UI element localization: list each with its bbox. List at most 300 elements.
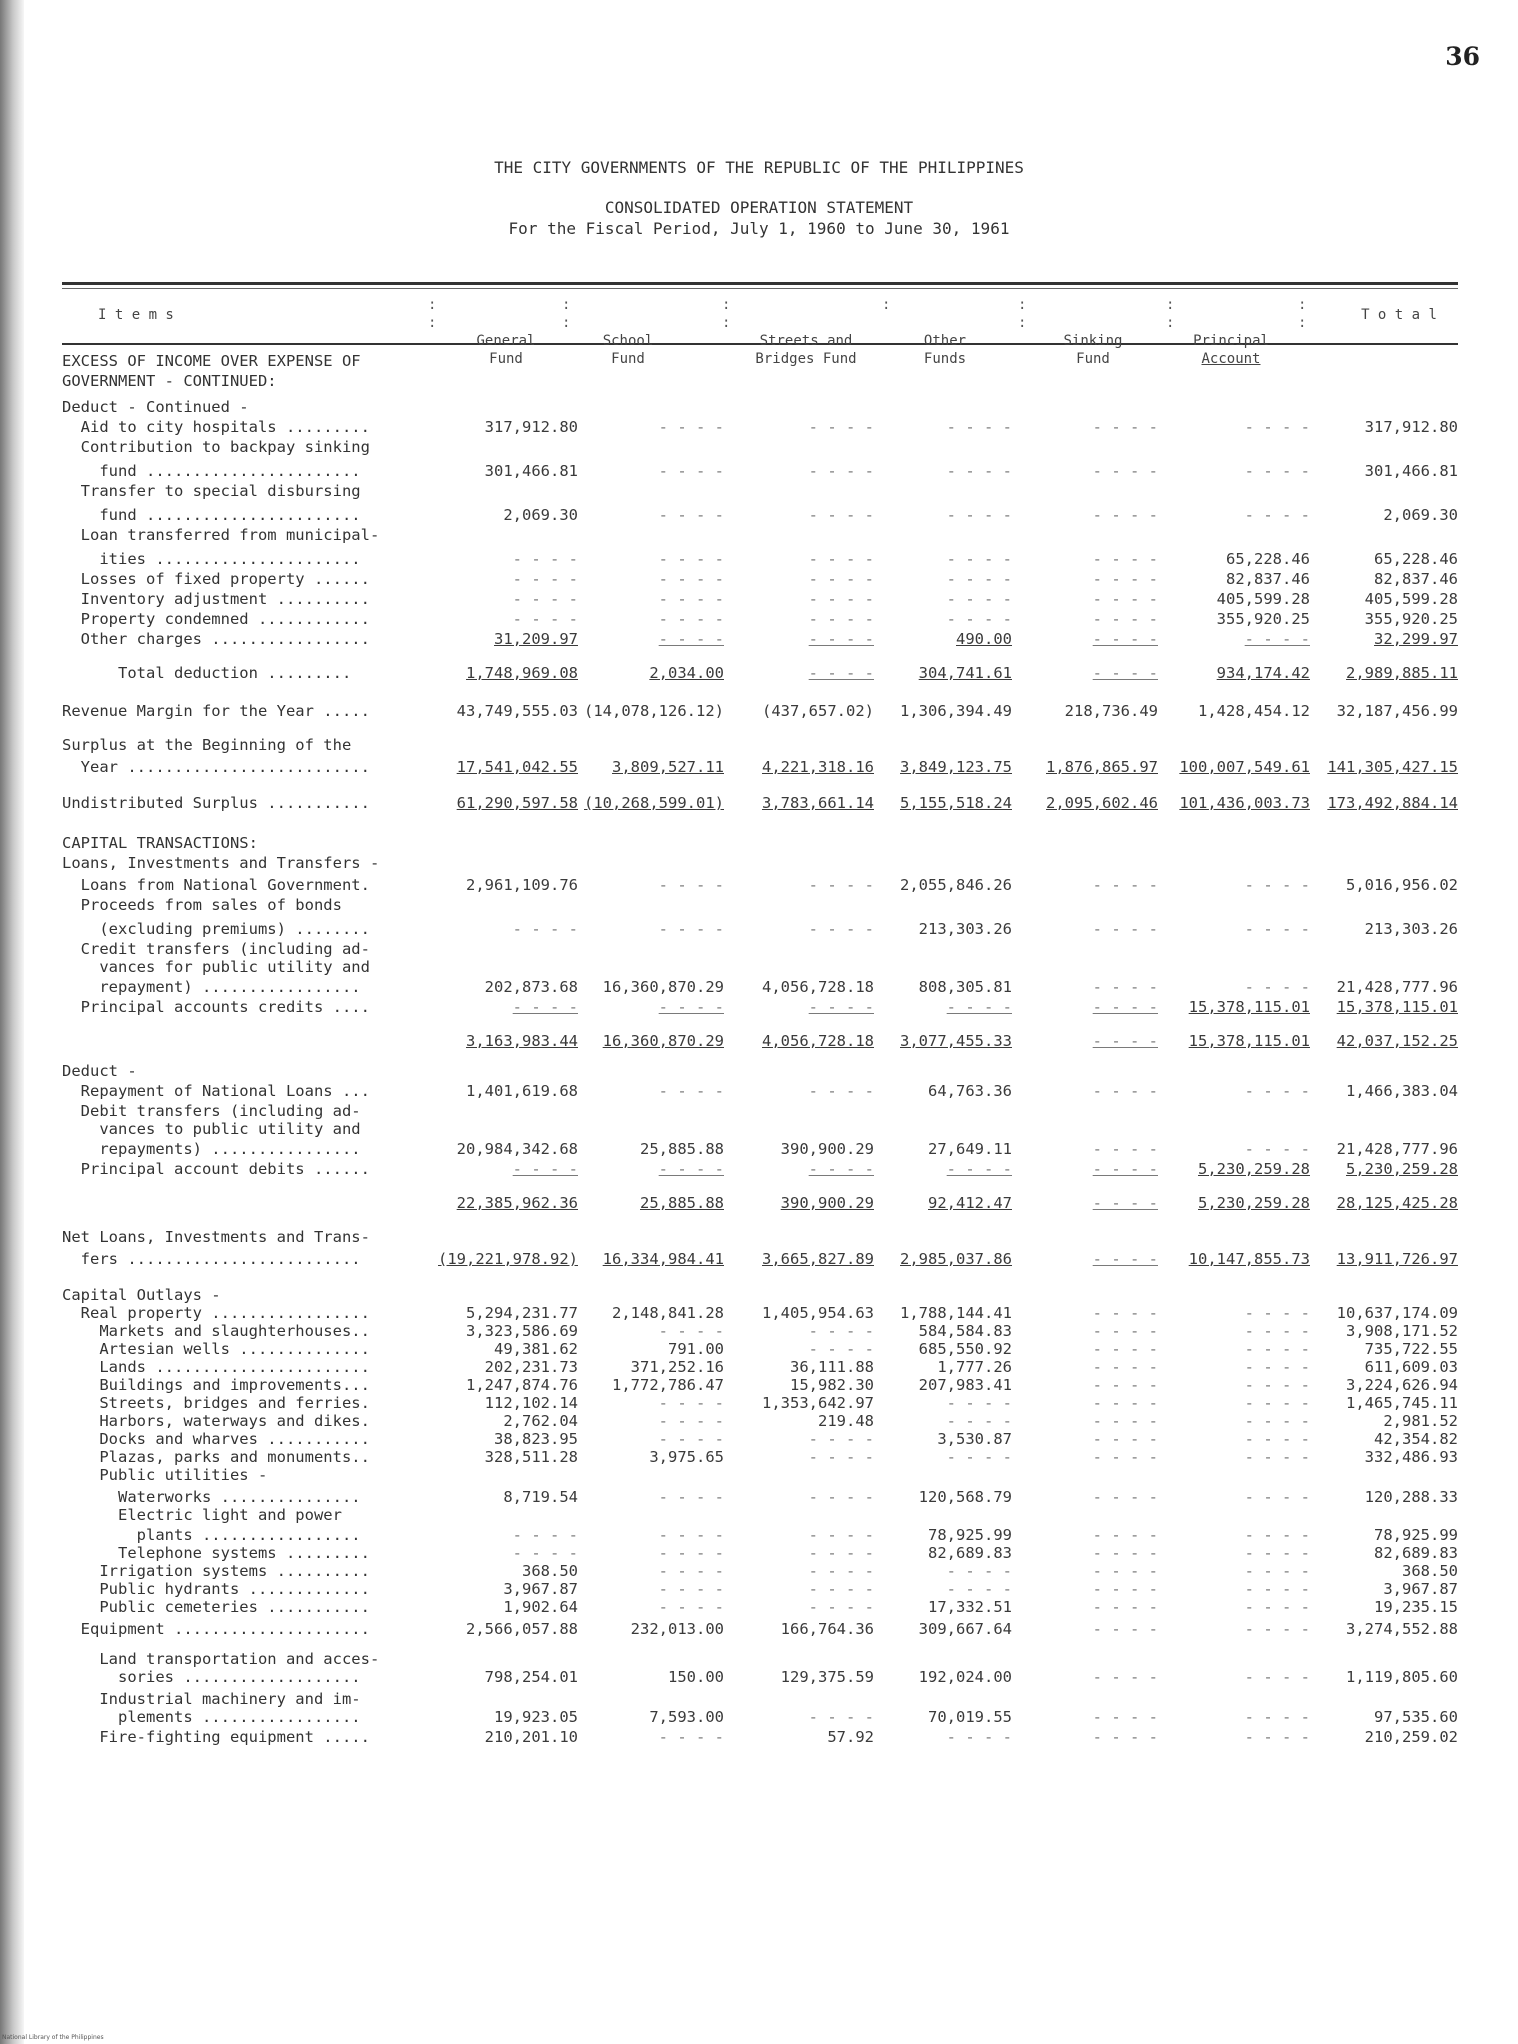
row-value: - - - - [1244,1082,1310,1100]
row-value: 611,609.03 [1364,1358,1458,1376]
row-value: - - - - [658,1430,724,1448]
row-value: - - - - [1244,1340,1310,1358]
row-value: 3,323,586.69 [466,1322,578,1340]
row-value: 213,303.26 [1364,920,1458,938]
row-label: Fire-fighting equipment ..... [62,1728,370,1746]
row-label: fers ......................... [62,1250,361,1268]
report-title: THE CITY GOVERNMENTS OF THE REPUBLIC OF THE PHILIPPINES [494,158,1024,177]
row-label: Electric light and power [62,1506,342,1524]
row-value: 1,465,745.11 [1346,1394,1458,1412]
row-value: 309,667.64 [918,1620,1012,1638]
row-label: Buildings and improvements... [62,1376,370,1394]
row-value: - - - - [1244,1322,1310,1340]
row-value: 32,187,456.99 [1336,702,1458,720]
row-value: 129,375.59 [780,1668,874,1686]
row-value: - - - - [1092,1394,1158,1412]
row-value: 2,989,885.11 [1346,664,1458,682]
page-number: 36 [1445,42,1480,71]
row-value: - - - - [946,570,1012,588]
row-value: 1,428,454.12 [1198,702,1310,720]
row-value: - - - - [1244,1526,1310,1544]
row-value: 3,908,171.52 [1346,1322,1458,1340]
row-value: - - - - [1092,630,1158,648]
row-value: - - - - [658,1412,724,1430]
row-value: - - - - [658,1598,724,1616]
row-value: - - - - [1244,1140,1310,1158]
row-label: Lands ....................... [62,1358,370,1376]
row-label: Surplus at the Beginning of the [62,736,352,754]
row-value: - - - - [658,1394,724,1412]
row-value: - - - - [1092,1082,1158,1100]
row-value: 1,353,642.97 [762,1394,874,1412]
row-value: - - - - [1092,1032,1158,1050]
row-value: - - - - [1244,1488,1310,1506]
row-value: - - - - [808,1340,874,1358]
col-separator: : : [1018,297,1027,331]
row-value: 31,209.97 [494,630,578,648]
row-value: 21,428,777.96 [1336,978,1458,996]
row-value: - - - - [946,1728,1012,1746]
row-value: 82,837.46 [1226,570,1310,588]
row-value: - - - - [658,462,724,480]
row-value: - - - - [658,1488,724,1506]
row-value: 8,719.54 [503,1488,578,1506]
row-value: - - - - [1092,1140,1158,1158]
row-value: 4,056,728.18 [762,978,874,996]
row-value: - - - - [1092,664,1158,682]
row-value: 2,985,037.86 [900,1250,1012,1268]
row-label: Property condemned ............ [62,610,370,628]
row-value: 5,016,956.02 [1346,876,1458,894]
row-value: - - - - [658,1728,724,1746]
row-value: 3,530.87 [937,1430,1012,1448]
row-value: 3,783,661.14 [762,794,874,812]
row-value: - - - - [512,1544,578,1562]
row-label: Streets, bridges and ferries. [62,1394,370,1412]
row-value: 112,102.14 [484,1394,578,1412]
row-label: CAPITAL TRANSACTIONS: [62,834,258,852]
row-value: 371,252.16 [630,1358,724,1376]
row-value: 43,749,555.03 [456,702,578,720]
row-value: - - - - [808,1544,874,1562]
row-value: 390,900.29 [780,1140,874,1158]
row-value: 3,849,123.75 [900,758,1012,776]
row-value: - - - - [808,590,874,608]
row-value: - - - - [808,876,874,894]
row-value: 5,230,259.28 [1198,1160,1310,1178]
row-value: 1,306,394.49 [900,702,1012,720]
row-value: 49,381.62 [494,1340,578,1358]
row-value: 21,428,777.96 [1336,1140,1458,1158]
row-value: 218,736.49 [1064,702,1158,720]
row-value: - - - - [512,550,578,568]
row-value: - - - - [1244,1728,1310,1746]
row-value: - - - - [658,1322,724,1340]
row-value: 210,259.02 [1364,1728,1458,1746]
row-value: - - - - [946,590,1012,608]
row-value: - - - - [808,664,874,682]
row-value: - - - - [512,610,578,628]
row-label: fund ....................... [62,506,361,524]
row-label: fund ....................... [62,462,361,480]
row-value: - - - - [1092,1322,1158,1340]
row-value: 15,378,115.01 [1188,1032,1310,1050]
row-value: 19,235.15 [1374,1598,1458,1616]
row-value: (14,078,126.12) [584,702,724,720]
row-value: 3,077,455.33 [900,1032,1012,1050]
row-value: - - - - [1244,978,1310,996]
row-value: - - - - [1092,1488,1158,1506]
row-label: Artesian wells .............. [62,1340,370,1358]
row-value: 3,967.87 [1383,1580,1458,1598]
row-value: - - - - [808,1160,874,1178]
row-label: Other charges ................. [62,630,370,648]
row-label: Public hydrants ............. [62,1580,370,1598]
row-label: Industrial machinery and im- [62,1690,361,1708]
row-value: - - - - [808,1526,874,1544]
row-value: 355,920.25 [1364,610,1458,628]
row-value: 19,923.05 [494,1708,578,1726]
row-value: - - - - [808,1082,874,1100]
row-value: 17,541,042.55 [456,758,578,776]
row-label: GOVERNMENT - CONTINUED: [62,372,277,390]
row-value: 166,764.36 [780,1620,874,1638]
row-value: 202,231.73 [484,1358,578,1376]
row-value: - - - - [658,920,724,938]
row-value: - - - - [946,998,1012,1016]
row-value: 120,288.33 [1364,1488,1458,1506]
row-value: 36,111.88 [790,1358,874,1376]
row-value: 2,095,602.46 [1046,794,1158,812]
row-label: Aid to city hospitals ......... [62,418,370,436]
row-label: repayment) ................. [62,978,361,996]
row-value: - - - - [658,630,724,648]
row-value: - - - - [1092,1728,1158,1746]
row-value: 1,401,619.68 [466,1082,578,1100]
row-value: - - - - [1244,920,1310,938]
page-scan-edge [0,0,24,2044]
row-label: Principal accounts credits .... [62,998,370,1016]
row-label: Public cemeteries ........... [62,1598,370,1616]
row-value: 4,221,318.16 [762,758,874,776]
row-value: - - - - [946,1394,1012,1412]
row-value: - - - - [1092,1304,1158,1322]
row-value: - - - - [1092,570,1158,588]
row-value: - - - - [808,610,874,628]
col-total-header: T o t a l [1361,307,1437,323]
row-value: - - - - [1092,1526,1158,1544]
row-value: - - - - [1244,1544,1310,1562]
row-value: - - - - [946,1448,1012,1466]
row-value: - - - - [946,550,1012,568]
row-value: 5,155,518.24 [900,794,1012,812]
row-value: - - - - [1244,462,1310,480]
row-value: 120,568.79 [918,1488,1012,1506]
row-label: plements ................. [62,1708,361,1726]
row-label: Docks and wharves ........... [62,1430,370,1448]
row-value: - - - - [1244,1376,1310,1394]
row-value: 808,305.81 [918,978,1012,996]
row-label: Telephone systems ......... [62,1544,370,1562]
row-label: Total deduction ......... [62,664,352,682]
row-value: 82,837.46 [1374,570,1458,588]
row-value: 3,967.87 [503,1580,578,1598]
row-value: 301,466.81 [1364,462,1458,480]
row-value: 82,689.83 [1374,1544,1458,1562]
row-value: - - - - [1244,506,1310,524]
row-value: 735,722.55 [1364,1340,1458,1358]
row-value: 13,911,726.97 [1336,1250,1458,1268]
col-other-header: Other Funds [923,333,967,367]
row-label: Proceeds from sales of bonds [62,896,342,914]
row-value: 2,069.30 [503,506,578,524]
row-label: Losses of fixed property ...... [62,570,370,588]
row-value: 317,912.80 [1364,418,1458,436]
row-value: - - - - [1244,1668,1310,1686]
row-value: 82,689.83 [928,1544,1012,1562]
row-value: 207,983.41 [918,1376,1012,1394]
row-value: 584,584.83 [918,1322,1012,1340]
row-label: Loans, Investments and Transfers - [62,854,380,872]
row-value: 368.50 [1402,1562,1458,1580]
row-value: - - - - [658,1544,724,1562]
row-label: Transfer to special disbursing [62,482,361,500]
row-value: 232,013.00 [630,1620,724,1638]
row-value: 1,119,805.60 [1346,1668,1458,1686]
row-value: - - - - [946,506,1012,524]
row-value: - - - - [808,920,874,938]
row-value: 25,885.88 [640,1194,724,1212]
row-value: - - - - [1244,1620,1310,1638]
row-value: 192,024.00 [918,1668,1012,1686]
report-period: For the Fiscal Period, July 1, 1960 to June 30, 1961 [508,219,1010,238]
row-value: 28,125,425.28 [1336,1194,1458,1212]
row-value: - - - - [1092,1544,1158,1562]
footer-note: National Library of the Philippines [2,2034,104,2041]
col-separator: : : [1166,297,1175,331]
row-value: 17,332.51 [928,1598,1012,1616]
row-value: - - - - [1092,1194,1158,1212]
row-value: 1,247,874.76 [466,1376,578,1394]
row-value: - - - - [1092,1376,1158,1394]
row-value: (19,221,978.92) [438,1250,578,1268]
row-value: 2,566,057.88 [466,1620,578,1638]
row-value: - - - - [1244,1598,1310,1616]
row-label: sories ................... [62,1668,361,1686]
row-value: 16,360,870.29 [602,1032,724,1050]
row-value: - - - - [658,1580,724,1598]
row-value: - - - - [808,462,874,480]
row-value: - - - - [808,1430,874,1448]
row-value: 3,163,983.44 [466,1032,578,1050]
row-value: - - - - [1092,1708,1158,1726]
row-value: - - - - [1092,1620,1158,1638]
row-value: 405,599.28 [1364,590,1458,608]
row-value: - - - - [946,1580,1012,1598]
row-value: 2,055,846.26 [900,876,1012,894]
row-value: 210,201.10 [484,1728,578,1746]
col-separator: : [882,297,891,313]
row-label: Year .......................... [62,758,370,776]
row-value: - - - - [1092,1668,1158,1686]
row-value: - - - - [808,550,874,568]
row-value: - - - - [1244,1412,1310,1430]
row-value: - - - - [808,418,874,436]
row-label: Inventory adjustment .......... [62,590,370,608]
row-label: Capital Outlays - [62,1286,221,1304]
report-subtitle: CONSOLIDATED OPERATION STATEMENT [604,198,914,217]
row-value: 1,788,144.41 [900,1304,1012,1322]
row-value: - - - - [1092,462,1158,480]
row-label: Irrigation systems .......... [62,1562,370,1580]
row-value: - - - - [1092,1430,1158,1448]
row-value: 65,228.46 [1226,550,1310,568]
row-value: (10,268,599.01) [584,794,724,812]
row-label: Revenue Margin for the Year ..... [62,702,370,720]
col-separator: : : [1298,297,1307,331]
row-value: 61,290,597.58 [456,794,578,812]
row-value: 70,019.55 [928,1708,1012,1726]
row-value: 390,900.29 [780,1194,874,1212]
row-value: 64,763.36 [928,1082,1012,1100]
col-separator: : : [562,297,571,331]
col-streets-header: Streets and Bridges Fund [755,333,857,367]
row-value: 685,550.92 [918,1340,1012,1358]
row-value: - - - - [1244,1708,1310,1726]
row-label: Credit transfers (including ad- [62,940,370,958]
row-value: 42,037,152.25 [1336,1032,1458,1050]
row-value: - - - - [512,998,578,1016]
row-value: - - - - [1244,418,1310,436]
row-label: Deduct - [62,1062,137,1080]
row-label: Harbors, waterways and dikes. [62,1412,370,1430]
row-value: 20,984,342.68 [456,1140,578,1158]
row-value: 2,762.04 [503,1412,578,1430]
row-value: - - - - [1092,1598,1158,1616]
row-value: 78,925.99 [1374,1526,1458,1544]
row-value: - - - - [658,418,724,436]
row-value: - - - - [808,1598,874,1616]
row-value: - - - - [808,1488,874,1506]
row-label: Loan transferred from municipal- [62,526,380,544]
row-value: 3,809,527.11 [612,758,724,776]
row-value: - - - - [1092,978,1158,996]
row-value: 141,305,427.15 [1327,758,1458,776]
row-value: - - - - [946,610,1012,628]
row-value: 25,885.88 [640,1140,724,1158]
row-value: - - - - [1244,1580,1310,1598]
row-value: 4,056,728.18 [762,1032,874,1050]
col-general-header: General Fund [476,333,536,367]
row-value: - - - - [658,610,724,628]
row-value: - - - - [658,570,724,588]
col-items-header: I t e m s [98,307,174,323]
row-value: 10,147,855.73 [1188,1250,1310,1268]
row-label: Undistributed Surplus ........... [62,794,370,812]
row-value: 7,593.00 [649,1708,724,1726]
row-value: - - - - [658,876,724,894]
row-value: - - - - [1092,506,1158,524]
col-sinking-header: Sinking Fund [1063,333,1123,367]
row-value: - - - - [1092,1358,1158,1376]
row-value: - - - - [1244,876,1310,894]
row-value: 10,637,174.09 [1336,1304,1458,1322]
row-label: EXCESS OF INCOME OVER EXPENSE OF [62,352,361,370]
row-value: 173,492,884.14 [1327,794,1458,812]
row-label: ities ...................... [62,550,361,568]
row-value: 78,925.99 [928,1526,1012,1544]
row-value: 219.48 [818,1412,874,1430]
row-value: 202,873.68 [484,978,578,996]
row-label: (excluding premiums) ........ [62,920,370,938]
row-value: - - - - [808,1562,874,1580]
row-label: Land transportation and acces- [62,1650,380,1668]
row-value: - - - - [658,1082,724,1100]
row-value: 2,148,841.28 [612,1304,724,1322]
col-principal-header: Principal Account [1193,333,1269,367]
row-value: 490.00 [956,630,1012,648]
row-value: 92,412.47 [928,1194,1012,1212]
row-value: 301,466.81 [484,462,578,480]
row-value: 304,741.61 [918,664,1012,682]
row-value: - - - - [1244,630,1310,648]
row-value: - - - - [808,998,874,1016]
row-label: Waterworks ............... [62,1488,361,1506]
row-value: 16,360,870.29 [602,978,724,996]
row-value: 38,823.95 [494,1430,578,1448]
row-value: - - - - [1092,418,1158,436]
row-value: - - - - [1092,1562,1158,1580]
row-value: 1,876,865.97 [1046,758,1158,776]
row-value: 355,920.25 [1216,610,1310,628]
row-value: 791.00 [668,1340,724,1358]
row-value: 97,535.60 [1374,1708,1458,1726]
row-value: - - - - [808,1322,874,1340]
row-value: 1,772,786.47 [612,1376,724,1394]
col-separator: : : [722,297,731,331]
row-label: Contribution to backpay sinking [62,438,370,456]
row-label: Deduct - Continued - [62,398,249,416]
row-value: - - - - [658,1160,724,1178]
row-value: 100,007,549.61 [1179,758,1310,776]
row-value: - - - - [1092,998,1158,1016]
row-value: - - - - [1244,1304,1310,1322]
row-value: (437,657.02) [762,702,874,720]
row-value: - - - - [658,590,724,608]
row-value: - - - - [946,462,1012,480]
row-label: Debit transfers (including ad- [62,1102,361,1120]
row-value: - - - - [808,1708,874,1726]
row-value: - - - - [658,998,724,1016]
row-value: - - - - [1092,550,1158,568]
row-value: 5,230,259.28 [1346,1160,1458,1178]
row-value: 65,228.46 [1374,550,1458,568]
row-value: 3,274,552.88 [1346,1620,1458,1638]
row-value: - - - - [1092,920,1158,938]
row-value: 798,254.01 [484,1668,578,1686]
row-value: 22,385,962.36 [456,1194,578,1212]
row-value: - - - - [1244,1448,1310,1466]
row-value: - - - - [1244,1562,1310,1580]
row-value: - - - - [808,1580,874,1598]
row-value: 15,378,115.01 [1188,998,1310,1016]
row-value: 1,748,969.08 [466,664,578,682]
row-value: 3,665,827.89 [762,1250,874,1268]
row-value: 1,902.64 [503,1598,578,1616]
row-value: 317,912.80 [484,418,578,436]
row-value: 15,982.30 [790,1376,874,1394]
row-value: - - - - [808,506,874,524]
